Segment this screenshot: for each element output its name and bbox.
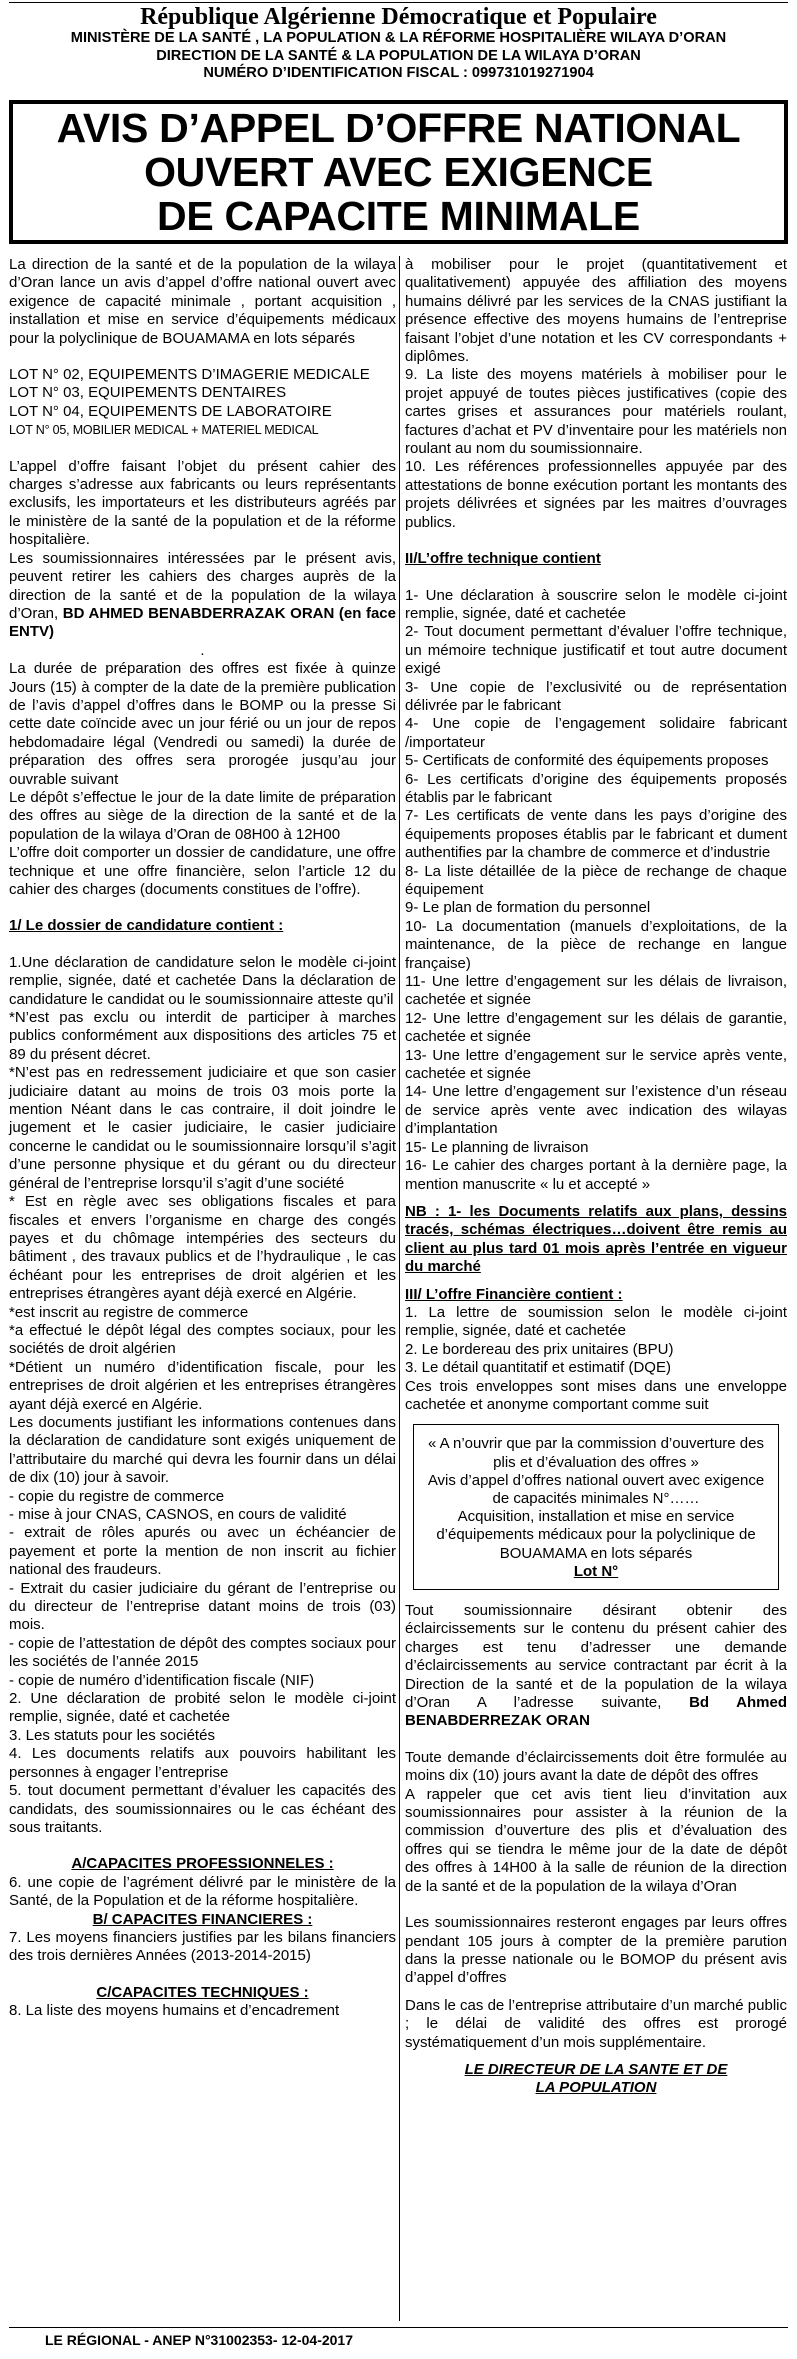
document-header bbox=[0, 4, 797, 83]
dossier-item-1m: - copie de numéro d’identification fiscale (NIF) bbox=[9, 1671, 315, 1689]
dossier-item-1e: *a effectué le dépôt légal des comptes sociaux, pour les sociétés de droit algérien bbox=[9, 1321, 396, 1358]
tech-offer-item-3: 3- Une copie de l’exclusivité ou de représentation délivrée par le fabricant bbox=[405, 678, 787, 714]
envelope-label-box bbox=[413, 1424, 779, 1590]
dossier-heading: 1/ Le dossier de candidature contient : bbox=[9, 917, 284, 935]
tech-offer-item-1: 1- Une déclaration à souscrire selon le modèle ci-joint remplie, signée, daté et cachetée bbox=[405, 586, 787, 622]
dossier-item-1: 1.Une déclaration de candidature selon le modèle ci-joint remplie, signée, daté et cachetée Dans la déclaration de candidature le candidat ou le soumissionnaire atteste qu’il bbox=[9, 953, 396, 1008]
envelope-label-line-1: « A n’ouvrir que par la commission d’ouverture des plis et d’évaluation des offres » bbox=[427, 1435, 764, 1471]
tech-offer-item-7: 7- Les certificats de vente dans les pays d’origine des équipements proposes établis par le fabricant et dument authentifies par la chambre de commerce et d’industrie bbox=[405, 807, 787, 862]
dossier-item-1a: *N’est pas exclu ou interdit de participer à marches publics conformément aux dispositions des articles 75 et 89 du présent décret. bbox=[9, 1009, 396, 1063]
publication-footer: LE RÉGIONAL - ANEP N°31002353- 12-04-2017 bbox=[44, 2332, 354, 2348]
extension-paragraph: Dans le cas de l’entreprise attributaire d’un marché public ; le délai de validité des offres est prorogé systématiquement d’un mois supplémentaire. bbox=[405, 1996, 787, 2051]
envelope-label-line-3: Acquisition, installation et mise en service d’équipements médicaux pour la polyclinique de BOUAMAMA en lots séparés bbox=[436, 1508, 756, 1562]
notice-title-box bbox=[9, 100, 788, 244]
left-column bbox=[9, 256, 396, 2021]
title-line-2: OUVERT AVEC EXIGENCE bbox=[144, 149, 653, 195]
lot-5: LOT N° 05, MOBILIER MEDICAL + MATERIEL MEDICAL bbox=[9, 423, 319, 438]
dossier-item-1l: - copie de l’attestation de dépôt des comptes sociaux pour les sociétés de l’année 2015 bbox=[9, 1634, 396, 1671]
clarification-deadline: Toute demande d’éclaircissements doit être formulée au moins dix (10) jours avant la date de dépôt des offres bbox=[405, 1748, 787, 1785]
dossier-item-4: 4. Les documents relatifs aux pouvoirs habilitant les personnes à engager l’entreprise bbox=[9, 1745, 396, 1781]
validity-paragraph: Les soumissionnaires resteront engages par leurs offres pendant 105 jours à compter de la première parution dans la presse nationale ou le BOMOP du présent avis d’appel d’offres bbox=[405, 1914, 787, 1987]
footer-rule bbox=[9, 2327, 788, 2328]
dossier-item-1c: * Est en règle avec ses obligations fiscales et para fiscales et envers l’organisme en charge des congés payes et du chômage intempéries des secteurs du bâtiment , des travaux publics et de l’hydraulique , le cas échéant pour les entreprises de droit algérien et les entreprises étrangères ayant déjà exercé en Algérie. bbox=[9, 1193, 396, 1303]
lot-3: LOT N° 03, EQUIPEMENTS DENTAIRES bbox=[9, 384, 287, 402]
tech-offer-item-15: 15- Le planning de livraison bbox=[405, 1138, 589, 1156]
republic-heading: République Algérienne Démocratique et Populaire bbox=[140, 4, 657, 30]
tech-offer-item-16: 16- Le cahier des charges portant à la dernière page, la mention manuscrite « lu et accepté » bbox=[405, 1157, 787, 1193]
nb-note: NB : 1- les Documents relatifs aux plans, dessins tracés, schémas électriques…doivent être remis au client au plus tard 01 mois après l’entrée en vigueur du marché bbox=[405, 1202, 787, 1276]
professional-capacities-heading: A/CAPACITES PROFESSIONNELES : bbox=[71, 1855, 334, 1873]
tech-offer-item-2: 2- Tout document permettant d’évaluer l’offre technique, un mémoire technique justificatif et tout autre document exigé bbox=[405, 623, 787, 678]
dossier-item-1h: - copie du registre de commerce bbox=[9, 1487, 225, 1505]
lot-4: LOT N° 04, EQUIPEMENTS DE LABORATOIRE bbox=[9, 402, 332, 420]
dossier-item-1j: - extrait de rôles apurés ou avec un échéancier de payement et porte la mention de non inscrit au fichier national des fraudeurs. bbox=[9, 1524, 396, 1579]
technical-capacities-heading: C/CAPACITES TECHNIQUES : bbox=[96, 1983, 309, 2001]
tech-offer-item-11: 11- Une lettre d’engagement sur les délais de livraison, cachetée et signée bbox=[405, 973, 787, 1009]
withdraw-paragraph bbox=[9, 550, 396, 642]
financial-item-7: 7. Les moyens financiers justifies par les bilans financiers des trois dernières Années (2013-2014-2015) bbox=[9, 1928, 396, 1965]
clarification-paragraph bbox=[405, 1602, 787, 1731]
fin-offer-item-2: 2. Le bordereau des prix unitaires (BPU) bbox=[405, 1340, 674, 1358]
clarification-text: Tout soumissionnaire désirant obtenir des éclaircissements sur le contenu du présent cahier des charges est tenu d’adresser une demande d’éclaircissements au service contractant par écrit à la Direction de la santé et de la population de la wilaya d’Oran A l’adresse suivante, bbox=[405, 1602, 787, 1712]
dossier-item-1b: *N’est pas en redressement judiciaire et que son casier judiciaire datant au moins de trois 03 mois porte la mention Néant dans le cas contraire, il doit joindre le jugement et le casier judiciaire, le casier judiciaire concerne le candidat ou le soumissionnaire lorsqu’il s’agit d’une personne physique et du gérant ou du directeur général de l’entreprise lorsqu’il s’agit d’une société bbox=[9, 1064, 396, 1192]
technical-offer-heading: II/L’offre technique contient bbox=[405, 550, 601, 568]
ministry-line: MINISTÈRE DE LA SANTÉ , LA POPULATION & LA RÉFORME HOSPITALIÈRE WILAYA D’ORAN bbox=[70, 30, 727, 46]
nif-line: NUMÉRO D’IDENTIFICATION FISCAL : 099731019271904 bbox=[203, 65, 594, 81]
signature-line-2: LA POPULATION bbox=[535, 2078, 657, 2096]
tech-offer-item-10: 10- La documentation (manuels d’exploitations, de la maintenance, de la pièce de rechange en langue française) bbox=[405, 917, 787, 972]
dossier-item-1i: - mise à jour CNAS, CASNOS, en cours de validité bbox=[9, 1506, 347, 1523]
separator-dot: . bbox=[200, 641, 205, 659]
dossier-item-1g: Les documents justifiant les informations contenues dans la déclaration de candidature sont exigés uniquement de l’attributaire du marché qui devra les fournir dans un délai de dix (10) jour à savoir. bbox=[9, 1413, 396, 1487]
dossier-item-5: 5. tout document permettant d’évaluer les capacités des candidats, des soumissionnaires ou le cas échéant des sous traitants. bbox=[9, 1782, 396, 1836]
envelope-label-lot: Lot N° bbox=[573, 1562, 619, 1580]
tech-offer-item-4: 4- Une copie de l’engagement solidaire fabricant /importateur bbox=[405, 715, 787, 751]
title-line-3: DE CAPACITE MINIMALE bbox=[157, 193, 640, 239]
invitation-paragraph: A rappeler que cet avis tient lieu d’invitation aux soumissionnaires pour assister à la réunion de la commission d’ouverture des plis et d’évaluation des offres qui se tiendra le même jour de la date de dépôt des offres à 14H00 à la salle de réunion de la direction de la santé et de la population de la wilaya d’Oran bbox=[405, 1785, 787, 1895]
title-line-1: AVIS D’APPEL D’OFFRE NATIONAL bbox=[56, 105, 741, 151]
dossier-item-2: 2. Une déclaration de probité selon le modèle ci-joint remplie, signée, daté et cachetée bbox=[9, 1690, 396, 1726]
technical-item-10: 10. Les références professionnelles appuyée par des attestations de bonne exécution portant les montants des projets délivrées et signées par les maitres d’ouvrages publics. bbox=[405, 458, 787, 531]
envelope-paragraph: Ces trois enveloppes sont mises dans une enveloppe cachetée et anonyme comportant comme suit bbox=[405, 1377, 787, 1413]
tech-offer-item-13: 13- Une lettre d’engagement sur le service après vente, cachetée et signée bbox=[405, 1046, 787, 1083]
tech-offer-item-6: 6- Les certificats d’origine des équipements proposés établis par le fabricant bbox=[405, 770, 787, 806]
fin-offer-item-1: 1. La lettre de soumission selon le modèle ci-joint remplie, signée, daté et cachetée bbox=[405, 1303, 787, 1340]
financial-offer-heading: III/ L’offre Financière contient : bbox=[405, 1285, 623, 1303]
top-rule bbox=[9, 2, 788, 3]
withdraw-text: Les soumissionnaires intéressées par le présent avis, peuvent retirer les cahiers des charges auprès de la direction de la santé et de la population de la wilaya d’Oran, bbox=[9, 549, 396, 622]
fin-offer-item-3: 3. Le détail quantitatif et estimatif (DQE) bbox=[405, 1359, 671, 1377]
professional-item-6: 6. une copie de l’agrément délivré par le ministère de la Santé, de la Population et de la réforme hospitalière. bbox=[9, 1873, 396, 1910]
dossier-item-1d: *est inscrit au registre de commerce bbox=[9, 1303, 249, 1321]
tech-offer-item-12: 12- Une lettre d’engagement sur les délais de garantie, cachetée et signée bbox=[405, 1009, 787, 1046]
clarification-address: Bd Ahmed BENABDERREZAK ORAN bbox=[405, 1694, 787, 1730]
envelope-label-line-2: Avis d’appel d’offres national ouvert avec exigence de capacités minimales N°…… bbox=[427, 1471, 765, 1507]
right-column bbox=[405, 256, 787, 2097]
technical-item-8-continued: à mobiliser pour le projet (quantitativement et qualitativement) appuyée des affiliation des moyens humains délivré par les services de la CNAS justifiant la présence effective des moyens humains de l’entreprise faisant l’objet d’une notation et les CV correspondants + diplômes. bbox=[405, 256, 787, 366]
dossier-item-3: 3. Les statuts pour les sociétés bbox=[9, 1726, 215, 1744]
signature-line-1: LE DIRECTEUR DE LA SANTE ET DE bbox=[464, 2060, 728, 2078]
deposit-paragraph: Le dépôt s’effectue le jour de la date limite de préparation des offres au siège de la direction de la santé et de la population de la wilaya d’Oran de 08H00 à 12H00 bbox=[9, 788, 396, 843]
tech-offer-item-14: 14- Une lettre d’engagement sur l’existence d’un réseau de service après vente avec indication des wilayas d’implantation bbox=[405, 1083, 787, 1138]
tech-offer-item-9: 9- Le plan de formation du personnel bbox=[405, 899, 651, 917]
financial-capacities-heading: B/ CAPACITES FINANCIERES : bbox=[92, 1910, 313, 1928]
intro-paragraph: La direction de la santé et de la population de la wilaya d’Oran lance un avis d’appel d’offre national ouvert avec exigence de capacité minimale , portant acquisition , installation et mise en service d’équipements médicaux pour la polyclinique de BOUAMAMA en lots séparés bbox=[9, 256, 396, 347]
addressed-paragraph: L’appel d’offre faisant l’objet du présent cahier des charges s’adresse aux fabricants ou leurs représentants exclusifs, les importateurs et les distributeurs agréés par le ministère de la santé de la population et de la réforme hospitalière. bbox=[9, 457, 396, 549]
withdraw-address: BD AHMED BENABDERRAZAK ORAN (en face ENTV) bbox=[9, 604, 396, 641]
technical-item-9: 9. La liste des moyens matériels à mobiliser pour le projet appuyé de toutes pièces justificatives (copie des cartes grises et assurances pour matériels roulant, factures d’achat et PV d’inventaire pour les matériels non roulant au nom du soumissionnaire. bbox=[405, 366, 787, 458]
dossier-item-1f: *Détient un numéro d’identification fiscale, pour les entreprises de droit algérien et les entreprises étrangères ayant déjà exercé en Algérie. bbox=[9, 1358, 396, 1413]
tech-offer-item-8: 8- La liste détaillée de la pièce de rechange de chaque équipement bbox=[405, 862, 787, 898]
lot-2: LOT N° 02, EQUIPEMENTS D’IMAGERIE MEDICALE bbox=[9, 366, 370, 384]
offer-paragraph: L’offre doit comporter un dossier de candidature, une offre technique et une offre financière, selon l’article 12 du cahier des charges (documents constitues de l’offre). bbox=[9, 844, 396, 898]
duration-paragraph: La durée de préparation des offres est fixée à quinze Jours (15) à compter de la date de la première publication de l’avis d’appel d’offres dans le BOMP ou la presse Si cette date coïncide avec un jour férié ou un jour de repos hebdomadaire légal (Vendredi ou samedi) la durée de préparation des offres sera prorogée jusqu’au jour ouvrable suivant bbox=[9, 660, 396, 788]
tech-offer-item-5: 5- Certificats de conformité des équipements proposes bbox=[405, 752, 769, 770]
dossier-item-1k: - Extrait du casier judiciaire du gérant de l’entreprise ou du directeur de l’entreprise datant moins de trois (03) mois. bbox=[9, 1579, 396, 1634]
column-divider bbox=[399, 256, 400, 2321]
technical-item-8: 8. La liste des moyens humains et d’encadrement bbox=[9, 2002, 340, 2020]
direction-line: DIRECTION DE LA SANTÉ & LA POPULATION DE LA WILAYA D’ORAN bbox=[156, 47, 641, 64]
